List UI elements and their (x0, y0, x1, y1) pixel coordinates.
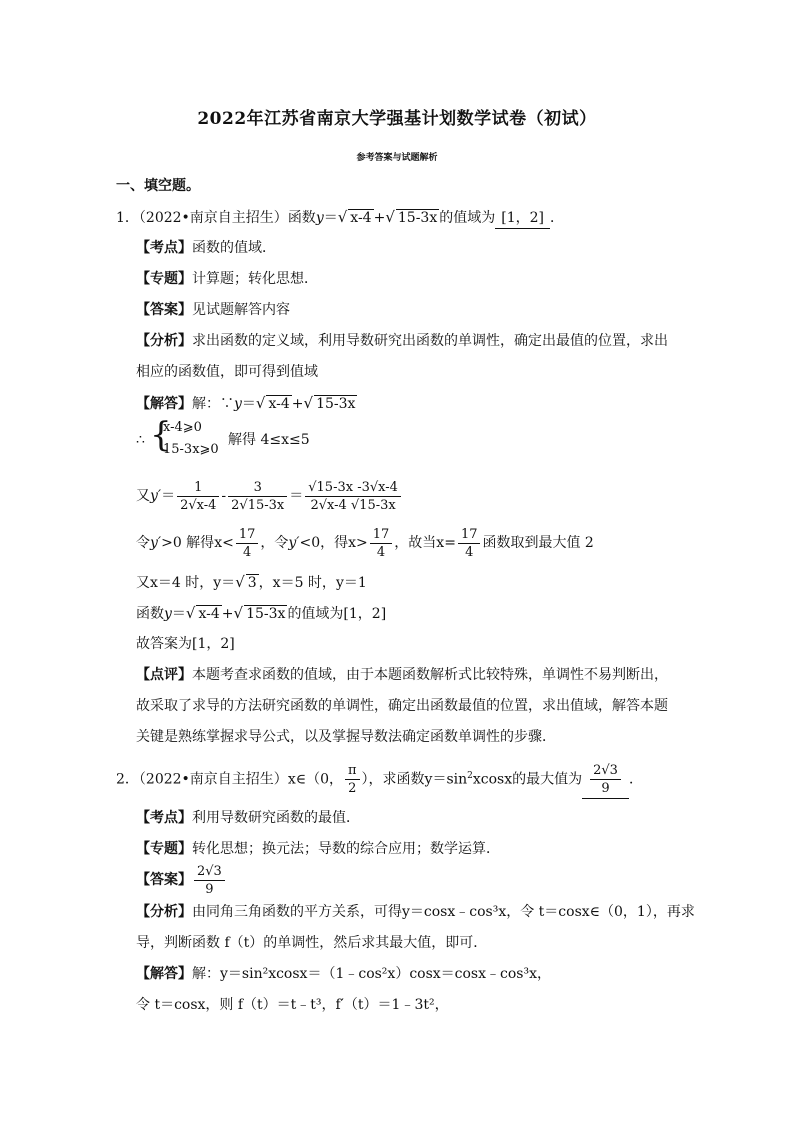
q1-stem-b: 的值域为 (439, 210, 496, 226)
frac-c-den: 4 (465, 544, 474, 560)
radical-sign-3: √ (255, 394, 266, 412)
q2-answer-frac (590, 762, 621, 797)
q2-fenxi (136, 902, 695, 922)
dianping-text-3: 关键是熟练掌握求导公式，以及掌握导数法确定函数单调性的步骤． (136, 729, 556, 745)
q2-daan-num: 2√3 (194, 863, 225, 881)
ling-1: 令 (136, 535, 150, 551)
x-eq: x= (436, 535, 456, 551)
q2-max-is: 的最大值为 (512, 771, 583, 788)
you-2: 又 (136, 575, 150, 591)
jieda-radicand-2: 15-3x (316, 396, 356, 412)
y-equals-1: y＝1 (335, 575, 367, 591)
kaodian-text: 函数的值域． (192, 240, 276, 256)
range-radicand-2: 15-3x (246, 606, 286, 622)
jieda-eq: ＝ (241, 396, 256, 412)
jieda-intro: 解：∵ (192, 396, 234, 412)
q2-cosx: xcosx (472, 771, 513, 788)
x-var-1: x (214, 535, 223, 551)
frac-17-4-c (458, 526, 481, 561)
q1-stem-end: ． (550, 210, 564, 226)
deriv-eq: ＝ (161, 488, 176, 504)
page-title: 2022年江苏省南京大学强基计划数学试卷（初试） (197, 109, 597, 129)
inequality-1: x-4⩾0 (163, 420, 202, 435)
frac-c-num: 17 (458, 526, 481, 544)
q2-answer-num: 2√3 (590, 762, 621, 780)
deriv-minus: - (221, 488, 227, 504)
q2-kaodian-text: 利用导数研究函数的最值． (192, 810, 360, 826)
radical-sign-5: √ (235, 573, 245, 591)
radical-sign-1: √ (337, 208, 348, 226)
q2-answer-blank (582, 762, 629, 799)
radical-sign-2: √ (385, 208, 395, 226)
range-radicand-1: x-4 (198, 606, 220, 622)
q2-jieda (136, 964, 551, 984)
q1-stem (116, 207, 564, 229)
q1-y: y (315, 210, 324, 226)
y-prime: y′ (150, 488, 162, 504)
frac-b-num: 17 (370, 526, 393, 544)
gudang-text: ，故当 (394, 535, 437, 551)
you-text: 又 (136, 488, 150, 504)
y-prime-3: y′ (288, 535, 300, 551)
q1-answer-blank: [1，2] (495, 208, 550, 229)
pi-over-2 (345, 762, 360, 797)
section-heading: 一、填空题。 (116, 178, 200, 194)
range-line (136, 603, 386, 624)
fenxi-text-1: 求出函数的定义域，利用导数研究出函数的单调性，确定出最值的位置，求出 (192, 333, 668, 349)
frac-a-den: 4 (242, 544, 252, 560)
radical-sign-7: √ (233, 604, 244, 622)
q1-zhuanti (136, 269, 318, 289)
q2-kaodian (136, 808, 360, 828)
fraction-1-num: 1 (177, 479, 219, 497)
q1-plus: + (373, 210, 386, 226)
func-text: 函数 (136, 606, 164, 622)
q2-jieda-text-2: 令 t＝cosx，则 f（t）＝t﹣t³，f′（t）＝1﹣3t²， (136, 997, 449, 1013)
pi-den: 2 (348, 781, 357, 797)
frac-a-num: 17 (236, 526, 259, 544)
y-equals: y＝ (213, 575, 236, 591)
range-y: y (164, 606, 172, 622)
q2-answer-den: 9 (601, 781, 610, 797)
fraction-2-num: 3 (228, 479, 287, 497)
q2-daan-frac (194, 863, 225, 898)
fraction-1-den: 2√x-4 (180, 497, 217, 513)
fraction-3 (305, 479, 401, 514)
deriv-eq-2: ＝ (289, 488, 304, 504)
q2-close: ），求函数 (361, 771, 425, 788)
radical-sign-6: √ (185, 604, 196, 622)
q2-kaodian-tag: 【考点】 (136, 810, 192, 826)
x-var-2: x (348, 535, 357, 551)
range-plus: + (221, 606, 234, 622)
fraction-3-den: 2√x-4 √15-3x (310, 497, 396, 513)
range-eq: ＝ (171, 606, 186, 622)
y-prime-2: y′ (150, 535, 162, 551)
therefore-sign: ∴ (136, 432, 145, 448)
q1-eq: ＝ (323, 210, 338, 226)
jieda-radicand-1: x-4 (268, 396, 290, 412)
radical-sign-4: √ (303, 394, 314, 412)
daan-tag: 【答案】 (136, 302, 192, 318)
q2-zhuanti (136, 839, 500, 859)
frac-17-4-b (370, 526, 393, 561)
values-line (136, 572, 367, 593)
daan-text: 见试题解答内容 (192, 302, 290, 318)
q2-end: ． (628, 771, 643, 788)
q1-source: （2022•南京自主招生） (138, 210, 288, 226)
q1-radicand-1: x-4 (350, 210, 372, 226)
q1-radicand-2: 15-3x (397, 210, 438, 226)
q2-fenxi-tag: 【分析】 (136, 904, 192, 920)
max-text: 函数取到最大值 2 (482, 535, 594, 551)
q2-x-in: x∈（0， (287, 771, 343, 788)
fraction-2-den: 2√15-3x (231, 497, 285, 513)
q2-func: y＝sin (424, 771, 468, 788)
q2-jieda-text-1: 解：y＝sin²xcosx＝（1﹣cos²x）cosx＝cosx﹣cos³x， (192, 966, 551, 982)
q2-square: 2 (467, 771, 473, 781)
q2-zhuanti-text: 转化思想；换元法；导数的综合应用；数学运算． (192, 841, 500, 857)
sqrt-3: 3 (247, 575, 257, 591)
gt-zero: >0 解得 (161, 535, 215, 551)
q2-source: （2022•南京自主招生） (138, 771, 288, 788)
kaodian-tag: 【考点】 (136, 240, 192, 256)
q2-daan (136, 862, 227, 898)
zhuanti-tag: 【专题】 (136, 271, 192, 287)
frac-17-4-a (236, 526, 259, 561)
q1-jieda (136, 393, 357, 414)
q2-daan-den: 9 (205, 881, 214, 897)
x-equals-4: x＝4 时， (150, 575, 214, 591)
q2-number: 2． (116, 771, 139, 788)
final-answer: 故答案为[1，2] (136, 636, 235, 652)
q1-dianping (136, 665, 668, 685)
jieda-y: y (234, 396, 242, 412)
derivative-line (136, 478, 403, 514)
q1-fenxi (136, 331, 668, 351)
jieda-tag: 【解答】 (136, 396, 192, 412)
range-is: 的值域为[1，2] (287, 606, 387, 622)
q1-stem-a: 函数 (287, 210, 316, 226)
lt-sign: < (222, 535, 234, 551)
fraction-3-num: √15-3x -3√x-4 (305, 479, 401, 497)
zhuanti-text: 计算题；转化思想． (192, 271, 318, 287)
left-brace: { (150, 415, 172, 455)
q2-fenxi-text-2: 导，判断函数 f（t）的单调性，然后求其最大值，即可． (136, 935, 488, 951)
q1-number: 1． (116, 210, 139, 226)
q1-fenxi-2: 相应的函数值，即可得到值域 (136, 364, 318, 380)
monotonicity-line (136, 525, 594, 561)
dianping-text-2: 故采取了求导的方法研究函数的单调性，确定出函数最值的位置，求出值域，解答本题 (136, 698, 668, 714)
jieda-plus: + (291, 396, 304, 412)
inequality-2: 15-3x⩾0 (163, 442, 219, 457)
fraction-2 (228, 479, 287, 514)
lt-zero: <0，得 (299, 535, 349, 551)
page-subtitle: 参考答案与试题解析 (356, 153, 438, 163)
fraction-1 (177, 479, 219, 514)
dianping-tag: 【点评】 (136, 667, 192, 683)
fenxi-tag: 【分析】 (136, 333, 192, 349)
q2-jieda-tag: 【解答】 (136, 966, 192, 982)
frac-b-den: 4 (376, 544, 386, 560)
dianping-text-1: 本题考查求函数的值域，由于本题函数解析式比较特殊，单调性不易判断出， (192, 667, 668, 683)
q2-zhuanti-tag: 【专题】 (136, 841, 192, 857)
pi-num: π (345, 762, 360, 780)
q2-stem (116, 758, 643, 799)
q2-fenxi-text-1: 由同角三角函数的平方关系，可得y＝cosx﹣cos³x，令 t＝cosx∈（0，1），再求 (192, 904, 695, 920)
ling-2: ，令 (260, 535, 289, 551)
gt-sign: > (356, 535, 368, 551)
q1-kaodian (136, 238, 276, 258)
q1-daan (136, 300, 290, 320)
solution-range: 解得 4≤x≤5 (228, 432, 310, 448)
x-equals-5: ，x＝5 时， (258, 575, 336, 591)
q2-daan-tag: 【答案】 (136, 872, 192, 888)
